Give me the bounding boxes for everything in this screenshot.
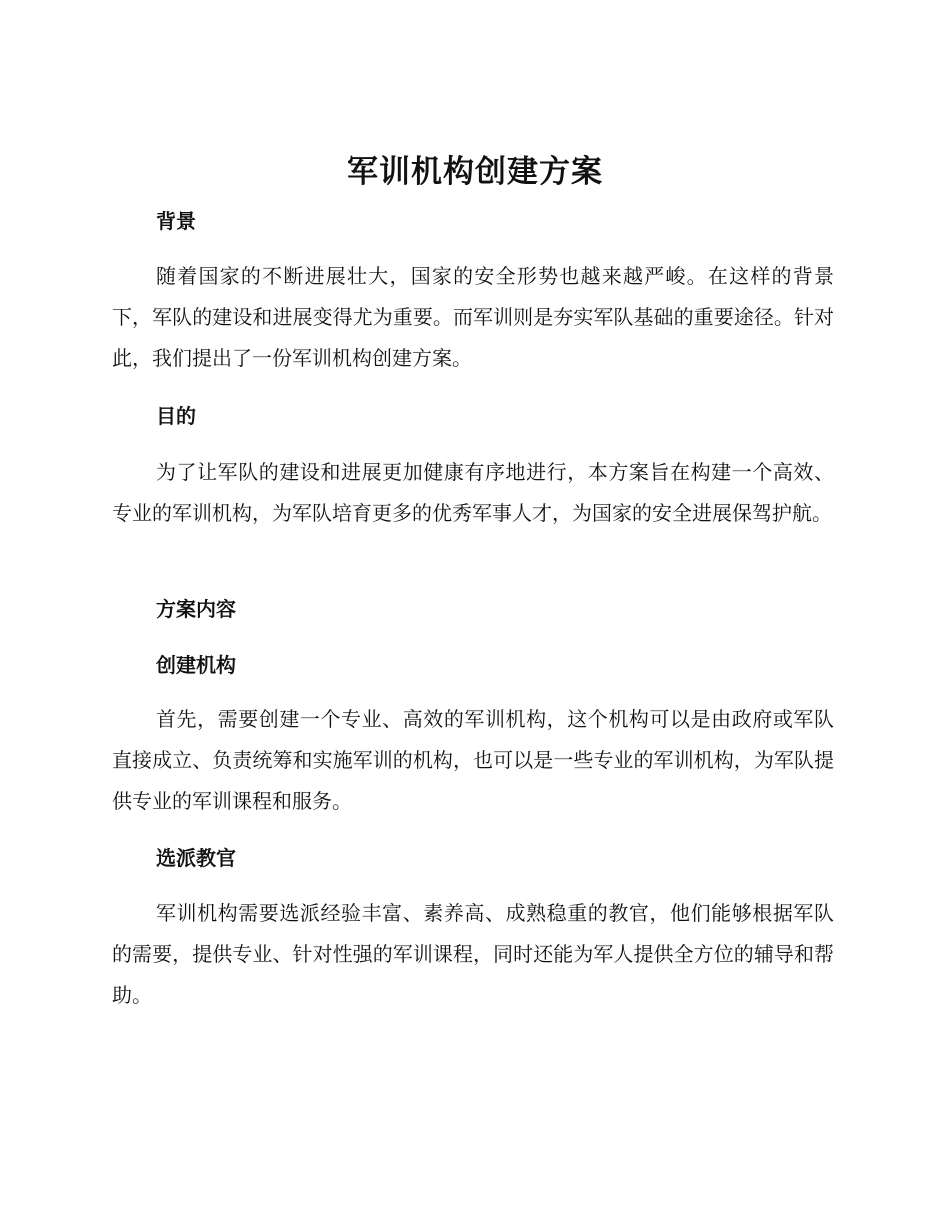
section-paragraph-background: 随着国家的不断进展壮大，国家的安全形势也越来越严峻。在这样的背景下，军队的建设和进展变得尤为重要。而军训则是夯实军队基础的重要途径。针对此，我们提出了一份军训机构创建方案。 xyxy=(112,264,834,370)
section-heading-create-organization: 创建机构 xyxy=(156,653,236,677)
section-paragraph-select-instructors: 军训机构需要选派经验丰富、素养高、成熟稳重的教官，他们能够根据军队的需要，提供专业、针对性强的军训课程，同时还能为军人提供全方位的辅导和帮助。 xyxy=(112,901,834,1007)
section-heading-background: 背景 xyxy=(156,209,196,233)
section-heading-select-instructors: 选派教官 xyxy=(156,846,236,870)
section-paragraph-create-organization: 首先，需要创建一个专业、高效的军训机构，这个机构可以是由政府或军队直接成立、负责统筹和实施军训的机构，也可以是一些专业的军训机构，为军队提供专业的军训课程和服务。 xyxy=(112,707,834,813)
section-heading-plan-content: 方案内容 xyxy=(156,597,236,621)
document-title: 军训机构创建方案 xyxy=(347,154,603,190)
section-paragraph-purpose: 为了让军队的建设和进展更加健康有序地进行，本方案旨在构建一个高效、专业的军训机构，为军队培育更多的优秀军事人才，为国家的安全进展保驾护航。 xyxy=(112,460,834,525)
section-heading-purpose: 目的 xyxy=(156,404,196,428)
